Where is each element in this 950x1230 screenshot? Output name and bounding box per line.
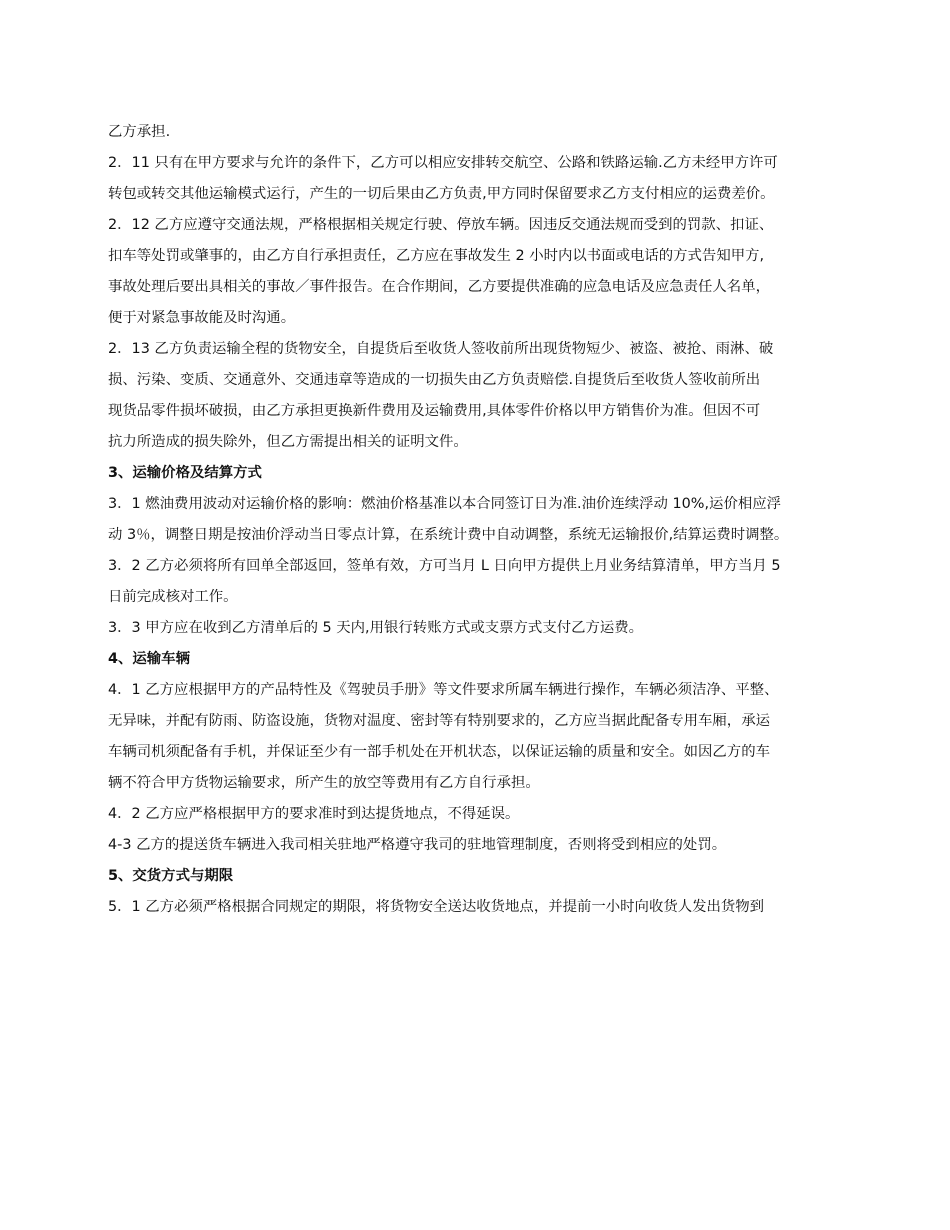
text-line: 车辆司机须配备有手机，并保证至少有一部手机处在开机状态，以保证运输的质量和安全。如因乙方的车 <box>108 744 770 760</box>
text-line: 2．11 只有在甲方要求与允许的条件下，乙方可以相应安排转交航空、公路和铁路运输.乙方未经甲方许可 <box>108 155 778 171</box>
text-line: 3．2 乙方必须将所有回单全部返回，签单有效，方可当月 L 日向甲方提供上月业务结算清单，甲方当月 5 <box>108 558 781 574</box>
text-line: 2．12 乙方应遵守交通法规，严格根据相关规定行驶、停放车辆。因违反交通法规而受到的罚款、扣证、 <box>108 217 774 233</box>
text-line: 动 3％，调整日期是按油价浮动当日零点计算，在系统计费中自动调整，系统无运输报价,结算运费时调整。 <box>108 527 789 543</box>
text-line: 转包或转交其他运输模式运行，产生的一切后果由乙方负责,甲方同时保留要求乙方支付相应的运费差价。 <box>108 186 775 202</box>
text-line: 3．1 燃油费用波动对运输价格的影响：燃油价格基准以本合同签订日为准.油价连续浮动 10%,运价相应浮 <box>108 496 782 512</box>
section-heading: 4、运输车辆 <box>108 651 190 667</box>
text-line: 损、污染、变质、交通意外、交通违章等造成的一切损失由乙方负责赔偿.自提货后至收货人签收前所出 <box>108 372 761 388</box>
text-line: 抗力所造成的损失除外，但乙方需提出相关的证明文件。 <box>108 434 468 450</box>
text-line: 事故处理后要出具相关的事故／事件报告。在合作期间，乙方要提供准确的应急电话及应急责任人名单， <box>108 279 770 295</box>
text-line: 4．2 乙方应严格根据甲方的要求准时到达提货地点，不得延误。 <box>108 806 520 822</box>
text-line: 辆不符合甲方货物运输要求，所产生的放空等费用有乙方自行承担。 <box>108 775 540 791</box>
text-line: 4．1 乙方应根据甲方的产品特性及《驾驶员手册》等文件要求所属车辆进行操作，车辆必须洁净、平整、 <box>108 682 779 698</box>
text-line: 2．13 乙方负责运输全程的货物安全，自提货后至收货人签收前所出现货物短少、被盗、被抢、雨淋、破 <box>108 341 774 357</box>
document-body <box>108 117 868 923</box>
text-line: 便于对紧急事故能及时沟通。 <box>108 310 296 326</box>
text-line: 3．3 甲方应在收到乙方清单后的 5 天内,用银行转账方式或支票方式支付乙方运费。 <box>108 620 644 636</box>
section-heading: 5、交货方式与期限 <box>108 868 234 884</box>
text-line: 5．1 乙方必须严格根据合同规定的期限，将货物安全送达收货地点，并提前一小时向收货人发出货物到 <box>108 899 765 915</box>
text-line: 无异味，并配有防雨、防盗设施，货物对温度、密封等有特别要求的，乙方应当据此配备专用车厢，承运 <box>108 713 770 729</box>
section-heading: 3、运输价格及结算方式 <box>108 465 262 481</box>
text-line: 乙方承担. <box>108 124 171 140</box>
text-line: 现货品零件损坏破损，由乙方承担更换新件费用及运输费用,具体零件价格以甲方销售价为准。但因不可 <box>108 403 761 419</box>
text-line: 4-3 乙方的提送货车辆进入我司相关驻地严格遵守我司的驻地管理制度，否则将受到相应的处罚。 <box>108 837 727 853</box>
text-line: 日前完成核对工作。 <box>108 589 238 605</box>
text-line: 扣车等处罚或肇事的，由乙方自行承担责任，乙方应在事故发生 2 小时内以书面或电话的方式告知甲方, <box>108 248 765 264</box>
